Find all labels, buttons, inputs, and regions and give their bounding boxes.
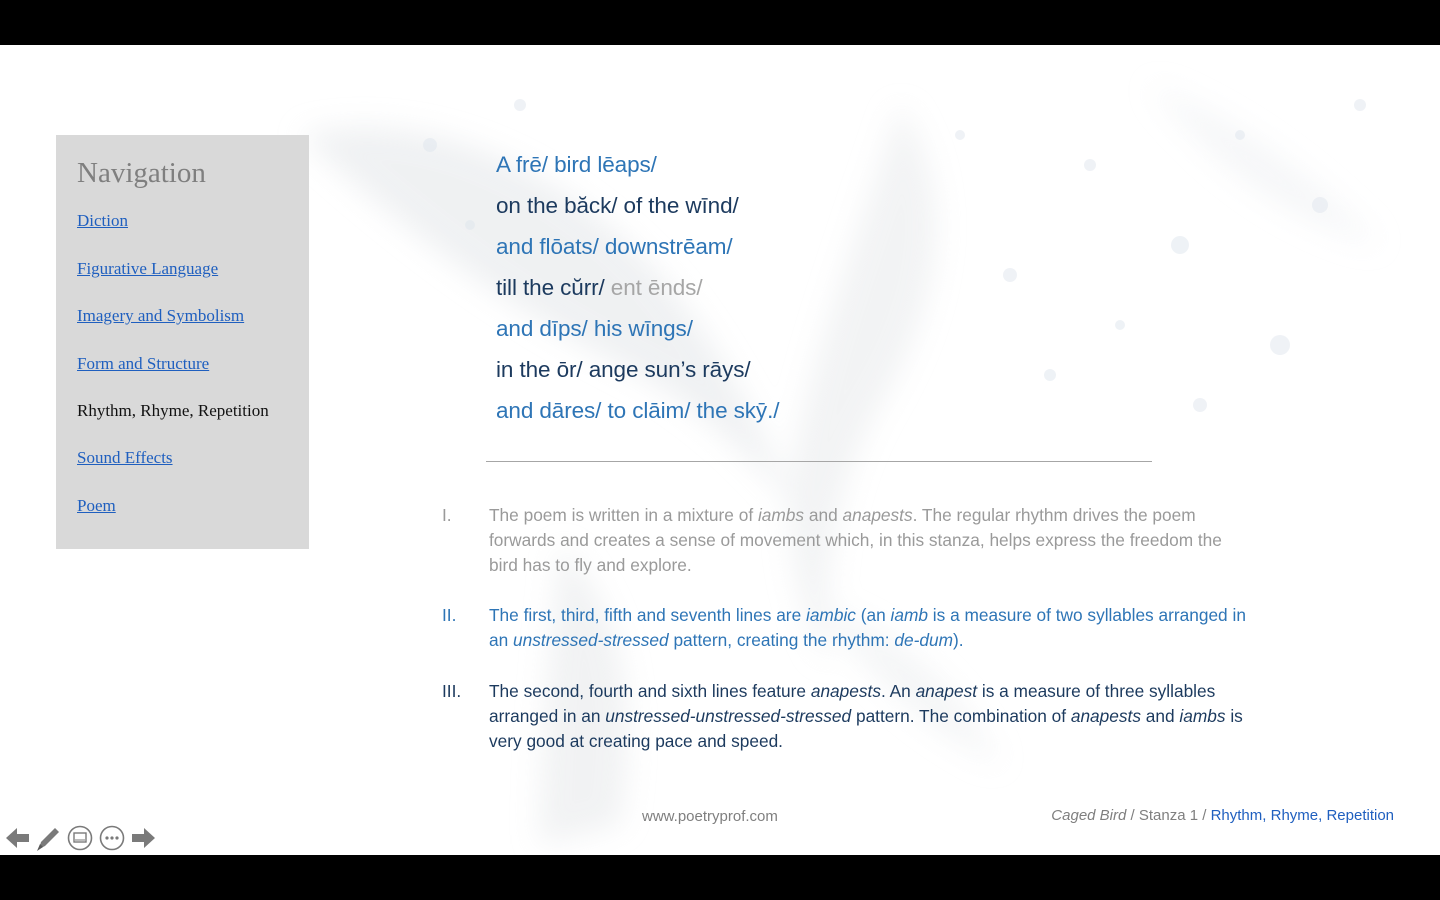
poem-line-5: and dīps/ his wīngs/: [496, 316, 693, 341]
note-text: The poem is written in a mixture of iambs and anapests. The regular rhythm drives the poem forwards and creates a sense of movement which, in this stanza, helps express the freedom the bird has to fly and explore.: [489, 505, 1222, 575]
pen-icon[interactable]: [33, 823, 63, 853]
poem-line-7: and dāres/ to clāim/ the skȳ./: [496, 398, 780, 423]
footer-poem-title: Caged Bird: [1051, 807, 1127, 824]
navigation-title: Navigation: [77, 157, 206, 189]
poem-line-1: A frē/ bird lēaps/: [496, 152, 657, 177]
divider-line: [486, 461, 1152, 462]
nav-link-diction[interactable]: Diction: [77, 211, 128, 230]
footer-section: Rhythm, Rhyme, Repetition: [1210, 807, 1394, 824]
footer-website: www.poetryprof.com: [642, 808, 778, 825]
more-icon[interactable]: [97, 823, 127, 853]
note-text: The second, fourth and sixth lines feature anapests. An anapest is a measure of three syllables arranged in an unstressed-unstressed-stressed pattern. The combination of anapests and iambs is very good at creating pace and speed.: [489, 681, 1243, 751]
nav-link-form-and-structure[interactable]: Form and Structure: [77, 354, 210, 373]
nav-link-sound-effects[interactable]: Sound Effects: [77, 448, 173, 467]
arrow-right-icon[interactable]: [129, 823, 159, 853]
poem-line-4-tail: ent ēnds/: [610, 275, 703, 300]
poem-line-4-stressed: till the cŭrr/: [496, 275, 605, 300]
note-number: I.: [442, 505, 452, 525]
nav-link-imagery-and-symbolism[interactable]: Imagery and Symbolism: [77, 306, 245, 325]
note-number: II.: [442, 605, 457, 625]
poem-line-2: on the băck/ of the wīnd/: [496, 193, 739, 218]
poem-line-3: and flōats/ downstrēam/: [496, 234, 733, 259]
nav-current-rhythm-rhyme-repetition: Rhythm, Rhyme, Repetition: [77, 401, 269, 420]
note-number: III.: [442, 681, 462, 701]
poem-line-4: [496, 275, 702, 301]
poem-line-6: in the ōr/ ange sun’s rāys/: [496, 357, 751, 382]
arrow-left-icon[interactable]: [2, 823, 32, 853]
nav-link-poem[interactable]: Poem: [77, 496, 116, 515]
nav-link-figurative-language[interactable]: Figurative Language: [77, 259, 219, 278]
navigation-panel: [56, 135, 309, 549]
slides-icon[interactable]: [65, 823, 95, 853]
slide: [0, 45, 1440, 855]
note-text: The first, third, fifth and seventh lines are iambic (an iamb is a measure of two syllables arranged in an unstressed-stressed pattern, creating the rhythm: de-dum).: [489, 605, 1246, 650]
presenter-controls: [0, 823, 170, 855]
footer-stanza: Stanza 1: [1138, 807, 1199, 824]
footer-breadcrumb: Caged Bird / Stanza 1 / Rhythm, Rhyme, Repetition: [1051, 807, 1394, 824]
